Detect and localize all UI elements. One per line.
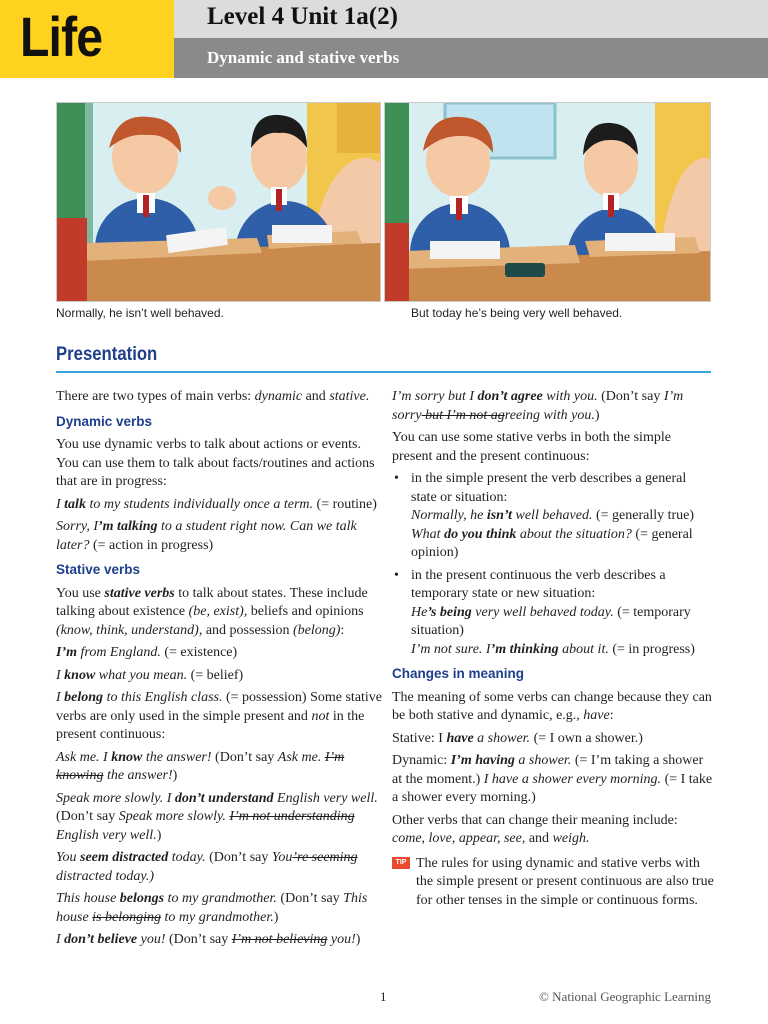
text-run: dynamic (254, 389, 303, 404)
bullet-icon: • (394, 567, 399, 583)
text-run: (Don’t say (165, 932, 232, 947)
text-run: do you think (444, 526, 517, 542)
text-run: There are two types of main verbs: (56, 389, 255, 404)
text-run: (= temporary situation) (411, 604, 691, 638)
text-run: beliefs and opinions (247, 604, 364, 619)
text-run: ) (594, 407, 600, 423)
other-verbs-text (392, 812, 714, 849)
example-stative-have (392, 730, 714, 749)
text-run: a shower. (473, 730, 531, 746)
text-run: I (56, 667, 65, 683)
text-run: seem distracted (80, 850, 169, 865)
text-run: ) (355, 932, 361, 947)
text-run: ) (273, 909, 279, 925)
text-run: (know, think, understand), (56, 622, 203, 638)
text-run: The meaning of some verbs can change because they can be both stative and dynamic, e.g., (392, 689, 712, 723)
text-run: (= I’m taking a shower at the moment.) (392, 753, 704, 787)
left-column (56, 388, 386, 954)
bullet-text: in the present continuous the verb describes a temporary state or new situation: (411, 567, 666, 601)
text-run: reeing with you. (504, 407, 595, 423)
bullet-simple-present (392, 470, 714, 563)
example-thinking (411, 641, 714, 660)
example-understand (56, 790, 386, 846)
example-possession (56, 689, 386, 745)
text-run: Ask me. (277, 749, 325, 765)
text-run: (Don’t say (276, 891, 344, 906)
text-run: don’t agree (477, 389, 543, 404)
changes-in-meaning-heading: Changes in meaning (392, 666, 525, 681)
text-run: know (64, 667, 96, 683)
text-run: English very well. (273, 790, 378, 806)
text-run: Ask me. I (56, 749, 112, 765)
text-run: You (56, 850, 81, 865)
text-run: have (583, 708, 610, 723)
text-run: I’m sorry but I (392, 389, 478, 404)
text-run: (be, exist), (188, 604, 248, 619)
text-run: (Don’t say (205, 850, 272, 865)
page-number: 1 (380, 989, 387, 1004)
example-belongs (56, 890, 386, 927)
section-title: Presentation (56, 344, 158, 365)
text-run: what you mean. (95, 667, 188, 683)
text-run: This house (56, 891, 120, 906)
section-divider (56, 371, 711, 373)
text-run: to a student right now. Can we talk later? (56, 519, 357, 553)
text-run: I (56, 690, 65, 705)
text-run: (= in progress) (608, 641, 695, 657)
strikethrough-text: ’re seeming (292, 850, 358, 865)
text-run: ) (172, 768, 178, 783)
text-run: (belong) (292, 622, 341, 638)
dynamic-verbs-heading: Dynamic verbs (56, 413, 153, 429)
tip-text: The rules for using dynamic and stative verbs with the simple present or present continuous are also true for other tenses in the simple or continuous forms. (416, 855, 714, 908)
text-run: talk (64, 496, 86, 512)
text-run: don’t understand (174, 790, 274, 806)
example-general-opinion (411, 526, 714, 563)
text-run: What (411, 526, 445, 542)
example-believe (56, 931, 386, 950)
text-run: about it. (558, 641, 609, 657)
text-run: ’m thinking (490, 641, 559, 657)
text-run: You (271, 850, 293, 865)
text-run: the answer! (142, 749, 212, 765)
text-run: and possession (202, 622, 293, 638)
text-run: weigh. (552, 831, 590, 846)
text-run: (Don’t say (56, 809, 119, 824)
page-title: Level 4 Unit 1a(2) (207, 3, 398, 30)
text-run: (= I own a shower.) (530, 730, 643, 746)
text-run: I have a shower every morning. (483, 771, 662, 787)
example-belief (56, 667, 386, 686)
example-know-answer (56, 749, 386, 786)
text-run: (= routine) (313, 496, 377, 512)
text-run: I’m not sure. I (411, 641, 491, 657)
text-run: (= possession) Some stative verbs are only used in the simple present and (56, 690, 383, 724)
right-column (392, 388, 714, 910)
header-subtitle-bar (174, 38, 768, 78)
text-run: ) (156, 827, 162, 843)
life-logo: Life (20, 5, 103, 68)
text-run: Speak more slowly. (118, 809, 230, 824)
example-existence (56, 644, 386, 663)
bullet-icon: • (394, 471, 399, 486)
bullet-present-continuous (392, 567, 714, 660)
text-run: (= generally true) (592, 508, 695, 523)
text-run: you! (327, 932, 356, 947)
text-run: to this English class. (103, 690, 223, 705)
logo-block (0, 0, 174, 78)
text-run: This house (56, 891, 368, 925)
text-run: Other verbs that can change their meaning include: (392, 812, 678, 828)
text-run: I’m sorry (392, 389, 684, 423)
text-run: Dynamic: (392, 753, 451, 768)
text-run: Sorry, I (56, 519, 98, 534)
text-run: He (411, 604, 428, 620)
text-run: and (302, 389, 330, 404)
intro-paragraph (56, 388, 386, 407)
text-run: the answer! (103, 768, 173, 783)
text-run: : (609, 708, 614, 723)
text-run: I’m (56, 645, 77, 660)
text-run: belongs (119, 891, 165, 906)
text-run: Speak more slowly. I (56, 790, 175, 806)
text-run: ’s being (427, 604, 472, 620)
caption-right: But today he’s being very well behaved. (411, 306, 623, 320)
text-run: (= existence) (160, 645, 238, 660)
text-run: have (446, 730, 474, 746)
text-run: from England. (77, 645, 161, 660)
text-run: to my grandmother. (161, 909, 274, 925)
text-run: Stative: I (392, 730, 447, 746)
example-routine (56, 496, 386, 515)
text-run: come, love, appear, see, (392, 831, 526, 846)
bullet-text: in the simple present the verb describes a general state or situation: (411, 471, 687, 505)
text-run: and (525, 831, 553, 846)
text-run: you! (137, 932, 166, 947)
text-run: I (56, 932, 65, 947)
text-run: well behaved. (512, 508, 593, 523)
strikethrough-text: I’m not understanding (229, 809, 355, 824)
example-temporary (411, 604, 714, 641)
text-run: English very well. (56, 827, 157, 843)
text-run: very well behaved today. (471, 604, 614, 620)
text-run: not (311, 708, 330, 724)
text-run: isn’t (486, 508, 512, 523)
stative-verbs-heading: Stative verbs (56, 562, 141, 577)
text-run: know (111, 749, 143, 765)
text-run: to my grandmother. (164, 891, 277, 906)
text-run: (= I take a shower every morning.) (392, 771, 713, 805)
text-run: I (56, 496, 65, 512)
text-run: a shower. (514, 753, 572, 768)
text-run: stative. (329, 389, 370, 404)
text-run: to talk about states. These include talking about existence (56, 585, 368, 619)
text-run: (= action in progress) (89, 537, 214, 553)
text-run: (= belief) (187, 667, 244, 683)
text-run: : (340, 622, 345, 638)
strikethrough-text: I’m not believing (231, 932, 328, 947)
text-run: about the situation? (516, 526, 632, 542)
text-run: You use (56, 585, 105, 601)
dynamic-verbs-text: You use dynamic verbs to talk about actions or events. You can use them to talk about facts/routines and actions that are in progress: (56, 437, 375, 489)
text-run: ’m talking (98, 519, 158, 534)
both-forms-text: You can use some stative verbs in both the simple present and the present continuous: (392, 430, 671, 464)
text-run: (Don’t say (211, 749, 278, 765)
text-run: in the present continuous: (56, 708, 365, 742)
changes-text (392, 689, 714, 726)
illustration-misbehaving-boy (56, 102, 381, 302)
example-in-progress (56, 518, 386, 555)
text-run: with you. (542, 389, 598, 404)
text-run: belong (64, 690, 104, 705)
copyright-notice: © National Geographic Learning (539, 989, 711, 1004)
example-generally-true (411, 507, 714, 526)
illustration-well-behaved-boy (384, 102, 711, 302)
text-run: distracted today.) (56, 868, 154, 884)
strikethrough-text: I’m knowing (56, 749, 345, 783)
text-run: Normally, he (411, 508, 487, 523)
header-title-bar (174, 0, 768, 38)
text-run: I’m having (450, 753, 515, 768)
text-run: to my students individually once a term. (85, 496, 314, 512)
page-subtitle: Dynamic and stative verbs (207, 48, 400, 67)
strikethrough-text: is belonging (92, 909, 162, 925)
text-run: today. (168, 850, 206, 865)
example-seem (56, 849, 386, 886)
tip-box (392, 855, 714, 911)
example-agree (392, 388, 714, 425)
text-run: stative verbs (104, 585, 175, 601)
tip-icon: TIP (392, 857, 410, 869)
text-run: don’t believe (64, 932, 138, 947)
example-dynamic-have (392, 752, 714, 808)
strikethrough-text: but I’m not ag (421, 407, 505, 423)
caption-left: Normally, he isn’t well behaved. (56, 306, 224, 320)
text-run: (Don’t say (597, 389, 664, 404)
stative-verbs-text (56, 585, 386, 641)
text-run: (= general opinion) (411, 526, 693, 560)
